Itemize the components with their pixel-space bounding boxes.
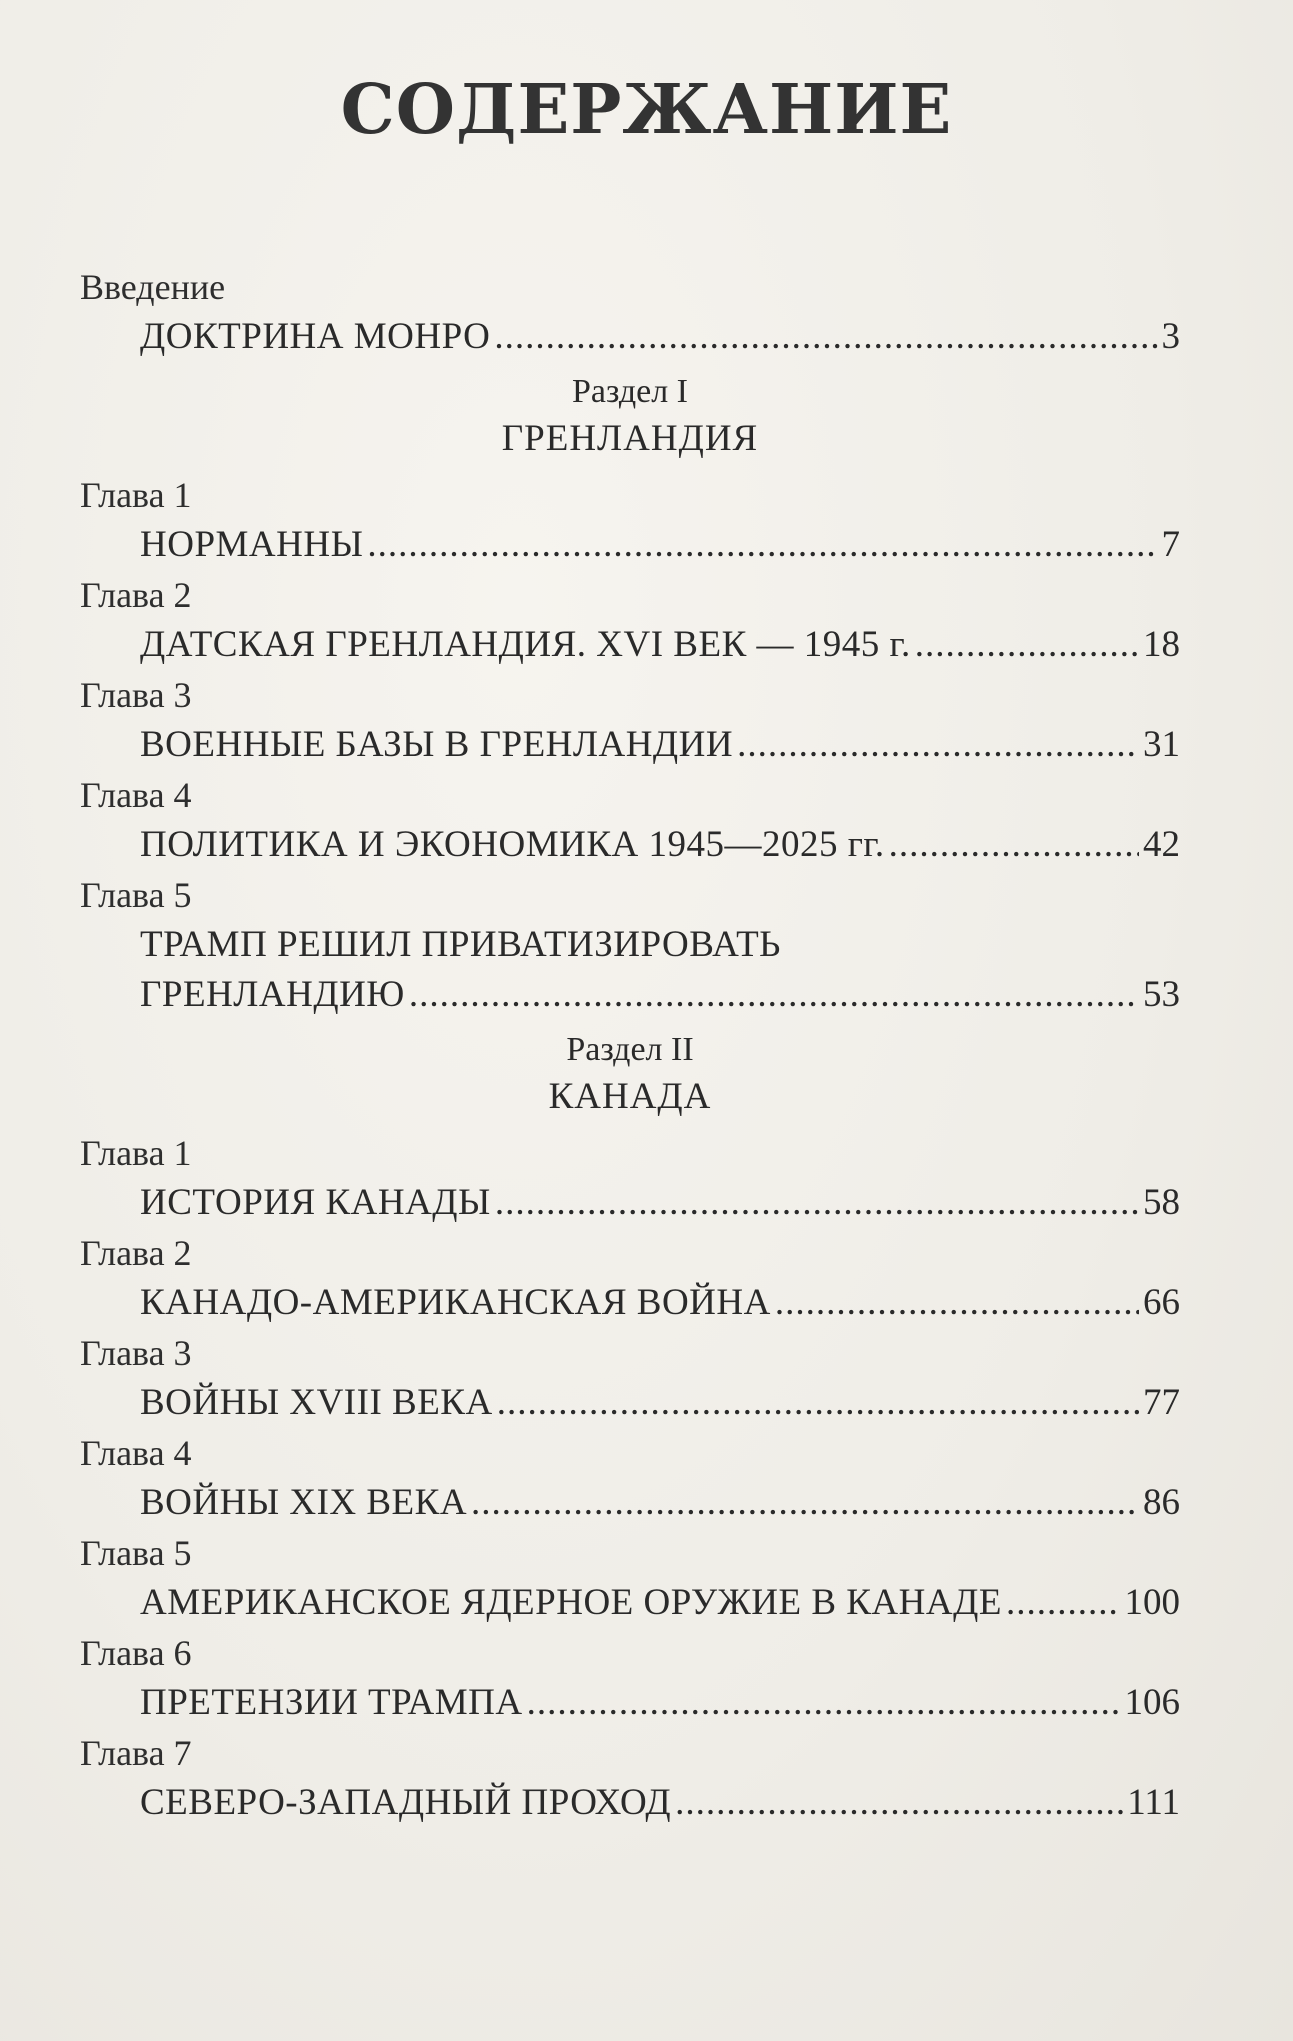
page-number: 86	[1143, 1482, 1180, 1523]
table-of-contents	[80, 262, 1180, 1828]
page-title: СОДЕРЖАНИЕ	[340, 70, 953, 150]
leader-dots	[1006, 1578, 1121, 1628]
leader-dots	[495, 1178, 1139, 1228]
entry-title: ВОЙНЫ XIX ВЕКА	[140, 1482, 468, 1523]
toc-entry	[80, 720, 1180, 770]
toc-entry-multiline	[80, 920, 1180, 1020]
entry-title: ВОЕННЫЕ БАЗЫ В ГРЕНЛАНДИИ	[140, 724, 734, 765]
page-number: 106	[1124, 1682, 1180, 1723]
toc-entry-intro	[80, 312, 1180, 362]
toc-entry	[80, 1278, 1180, 1328]
section-heading-1: Раздел I	[572, 373, 688, 410]
section-heading-2: Раздел II	[566, 1031, 694, 1068]
entry-title: ГРЕНЛАНДИЮ	[140, 974, 405, 1015]
toc-entry	[80, 820, 1180, 870]
entry-title: ДАТСКАЯ ГРЕНЛАНДИЯ. XVI ВЕК — 1945 г.	[140, 624, 911, 665]
entry-title: ПОЛИТИКА И ЭКОНОМИКА 1945—2025 гг.	[140, 824, 885, 865]
chapter-label: Глава 4	[80, 1433, 192, 1473]
entry-title: ИСТОРИЯ КАНАДЫ	[140, 1182, 491, 1223]
leader-dots	[367, 520, 1157, 570]
leader-dots	[497, 1378, 1139, 1428]
chapter-label: Глава 3	[80, 675, 192, 715]
section-title-1: ГРЕНЛАНДИЯ	[501, 418, 759, 459]
toc-entry	[80, 970, 1180, 1020]
chapter-label: Глава 5	[80, 1533, 192, 1573]
toc-entry	[80, 1378, 1180, 1428]
toc-entry	[80, 1778, 1180, 1828]
page-number: 66	[1143, 1282, 1180, 1323]
entry-title: ДОКТРИНА МОНРО	[140, 316, 491, 357]
leader-dots	[675, 1778, 1123, 1828]
toc-entry	[80, 520, 1180, 570]
entry-title: АМЕРИКАНСКОЕ ЯДЕРНОЕ ОРУЖИЕ В КАНАДЕ	[140, 1582, 1002, 1623]
chapter-label: Глава 1	[80, 1133, 192, 1173]
entry-title: ПРЕТЕНЗИИ ТРАМПА	[140, 1682, 523, 1723]
chapter-label: Глава 3	[80, 1333, 192, 1373]
leader-dots	[889, 820, 1139, 870]
page-number: 42	[1143, 824, 1180, 865]
page-number: 18	[1143, 624, 1180, 665]
chapter-label: Глава 7	[80, 1733, 192, 1773]
entry-title: СЕВЕРО-ЗАПАДНЫЙ ПРОХОД	[140, 1782, 672, 1823]
entry-title: ВОЙНЫ XVIII ВЕКА	[140, 1382, 493, 1423]
chapter-label: Глава 2	[80, 575, 192, 615]
entry-title: КАНАДО-АМЕРИКАНСКАЯ ВОЙНА	[140, 1282, 771, 1323]
toc-entry	[80, 1578, 1180, 1628]
intro-label: Введение	[80, 267, 226, 307]
entry-title: НОРМАННЫ	[140, 524, 364, 565]
page-number: 100	[1124, 1582, 1180, 1623]
entry-title-line1: ТРАМП РЕШИЛ ПРИВАТИЗИРОВАТЬ	[140, 924, 781, 965]
toc-entry	[80, 620, 1180, 670]
leader-dots	[775, 1278, 1139, 1328]
leader-dots	[409, 970, 1139, 1020]
leader-dots	[494, 312, 1157, 362]
page-number: 53	[1143, 974, 1180, 1015]
page-number: 3	[1161, 316, 1180, 357]
toc-entry	[80, 1478, 1180, 1528]
chapter-label: Глава 6	[80, 1633, 192, 1673]
leader-dots	[527, 1678, 1121, 1728]
chapter-label: Глава 2	[80, 1233, 192, 1273]
section-title-2: КАНАДА	[548, 1076, 712, 1117]
page-number: 7	[1161, 524, 1180, 565]
toc-entry	[80, 1178, 1180, 1228]
page-number: 111	[1127, 1782, 1180, 1823]
leader-dots	[737, 720, 1139, 770]
leader-dots	[471, 1478, 1139, 1528]
chapter-label: Глава 1	[80, 475, 192, 515]
toc-entry	[80, 1678, 1180, 1728]
page-number: 31	[1143, 724, 1180, 765]
page-number: 58	[1143, 1182, 1180, 1223]
page-number: 77	[1143, 1382, 1180, 1423]
leader-dots	[915, 620, 1139, 670]
chapter-label: Глава 4	[80, 775, 192, 815]
chapter-label: Глава 5	[80, 875, 192, 915]
